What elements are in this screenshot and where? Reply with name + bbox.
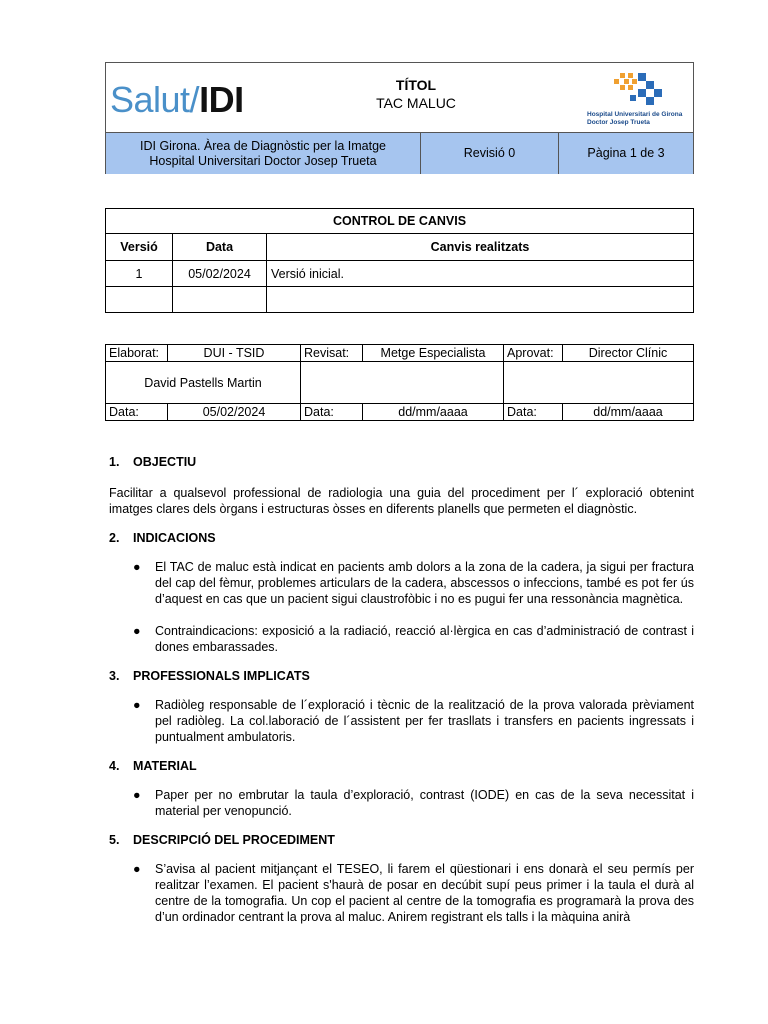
section-title: DESCRIPCIÓ DEL PROCEDIMENT xyxy=(133,833,335,847)
logo-salut-text: Salut/ xyxy=(110,79,200,120)
row-date: 05/02/2024 xyxy=(173,261,267,287)
revisat-date: dd/mm/aaaa xyxy=(363,404,504,421)
revisat-role: Metge Especialista xyxy=(363,345,504,362)
title-label: TÍTOL xyxy=(395,77,437,93)
bullet-icon: ● xyxy=(133,788,141,802)
section-heading xyxy=(109,833,694,847)
elaborat-role: DUI - TSID xyxy=(168,345,301,362)
objective-paragraph: Facilitar a qualsevol professional de radiologia una guia del procediment per l´ exploració obtenint imatges clares dels òrgans i estructuras òsses en diferents planells que permeten el diagnòstic. xyxy=(109,486,694,516)
header-info-band xyxy=(106,132,693,174)
row-version: 1 xyxy=(106,261,173,287)
salut-idi-logo xyxy=(110,79,244,121)
list-item xyxy=(109,787,694,819)
list-item-text: S’avisa al pacient mitjançant el TESEO, li farem el qüestionari i ens donarà el seu permís per realitzar l’examen. El pacient s'haurà de posar en decúbit supí peus primer i la taula el durà al centre de la tomografia. Un cop el pacient al centre de la tomografia es programarà la prova des d’un ordinador centrant la prova al maluc. Anirem registrant els talls i la màquina anirà xyxy=(155,862,694,924)
bullet-icon: ● xyxy=(133,560,141,574)
document-header xyxy=(105,62,694,174)
row-date xyxy=(173,287,267,313)
revisat-date-label: Data: xyxy=(301,404,363,421)
header-version: Versió xyxy=(106,234,173,261)
list-item-text: Contraindicacions: exposició a la radiació, reacció al·lèrgica en cas d’administració de contrast i dones embarassades. xyxy=(155,624,694,654)
row-version xyxy=(106,287,173,313)
elaborat-date: 05/02/2024 xyxy=(168,404,301,421)
section-heading xyxy=(109,759,694,773)
change-control-table xyxy=(105,208,694,313)
document-title xyxy=(306,77,526,111)
bullet-icon: ● xyxy=(133,862,141,876)
hospital-logo-line1: Hospital Universitari de Girona xyxy=(587,111,683,118)
signoff-table xyxy=(105,344,694,421)
row-changes xyxy=(267,287,694,313)
bullet-icon: ● xyxy=(133,698,141,712)
list-item xyxy=(109,861,694,925)
hospital-logo-text xyxy=(587,111,682,126)
section-number: 2. xyxy=(109,531,120,545)
elaborat-label: Elaborat: xyxy=(106,345,168,362)
department-cell xyxy=(106,133,420,174)
document-body xyxy=(109,455,694,925)
section-number: 3. xyxy=(109,669,120,683)
section-number: 1. xyxy=(109,455,120,469)
title-value: TAC MALUC xyxy=(376,95,456,111)
list-item-text: El TAC de maluc està indicat en pacients amb dolors a la zona de la cadera, ja sigui per fractura del cap del fèmur, problemes articulars de la cadera, abscessos o infeccions, també es pot fer ús d’aquest en cas que un pacient sigui claustrofòbic i no es pugui fer una ressonància magnètica. xyxy=(155,560,694,606)
elaborat-date-label: Data: xyxy=(106,404,168,421)
section-title: INDICACIONS xyxy=(133,531,216,545)
list-item-text: Radiòleg responsable de l´exploració i tècnic de la realització de la prova valorada prèviament pel radiòleg. La col.laboració de l´assistent per fer trasllats i transfers en pacients ingressats i puntualment ambulatoris. xyxy=(155,698,694,744)
row-changes: Versió inicial. xyxy=(267,261,694,287)
section-title: PROFESSIONALS IMPLICATS xyxy=(133,669,310,683)
revisat-label: Revisat: xyxy=(301,345,363,362)
department-line2: Hospital Universitari Doctor Josep Trueta xyxy=(149,153,377,168)
aprovat-date-label: Data: xyxy=(504,404,563,421)
list-item xyxy=(109,559,694,607)
table-row xyxy=(106,287,694,313)
section-title: MATERIAL xyxy=(133,759,197,773)
section-heading xyxy=(109,455,694,469)
revisat-signature xyxy=(301,362,504,404)
revision-cell: Revisió 0 xyxy=(420,133,558,174)
table-row xyxy=(106,261,694,287)
header-changes: Canvis realitzats xyxy=(267,234,694,261)
list-item-text: Paper per no embrutar la taula d’exploració, contrast (IODE) en cas de la seva necessitat i material per venopunció. xyxy=(155,788,694,818)
section-number: 5. xyxy=(109,833,120,847)
aprovat-signature xyxy=(504,362,694,404)
list-item xyxy=(109,623,694,655)
hospital-logo-line2: Doctor Josep Trueta xyxy=(587,118,650,126)
section-number: 4. xyxy=(109,759,120,773)
change-control-title: CONTROL DE CANVIS xyxy=(106,209,694,234)
logo-idi-text: IDI xyxy=(199,79,244,120)
aprovat-date: dd/mm/aaaa xyxy=(563,404,694,421)
header-top-row xyxy=(106,63,693,132)
page-number-cell: Pàgina 1 de 3 xyxy=(558,133,693,174)
aprovat-role: Director Clínic xyxy=(563,345,694,362)
section-heading xyxy=(109,531,694,545)
department-line1: IDI Girona. Àrea de Diagnòstic per la Imatge xyxy=(140,138,386,153)
elaborat-name: David Pastells Martin xyxy=(106,362,301,404)
aprovat-label: Aprovat: xyxy=(504,345,563,362)
section-title: OBJECTIU xyxy=(133,455,197,469)
section-heading xyxy=(109,669,694,683)
bullet-icon: ● xyxy=(133,624,141,638)
header-date: Data xyxy=(173,234,267,261)
list-item xyxy=(109,697,694,745)
